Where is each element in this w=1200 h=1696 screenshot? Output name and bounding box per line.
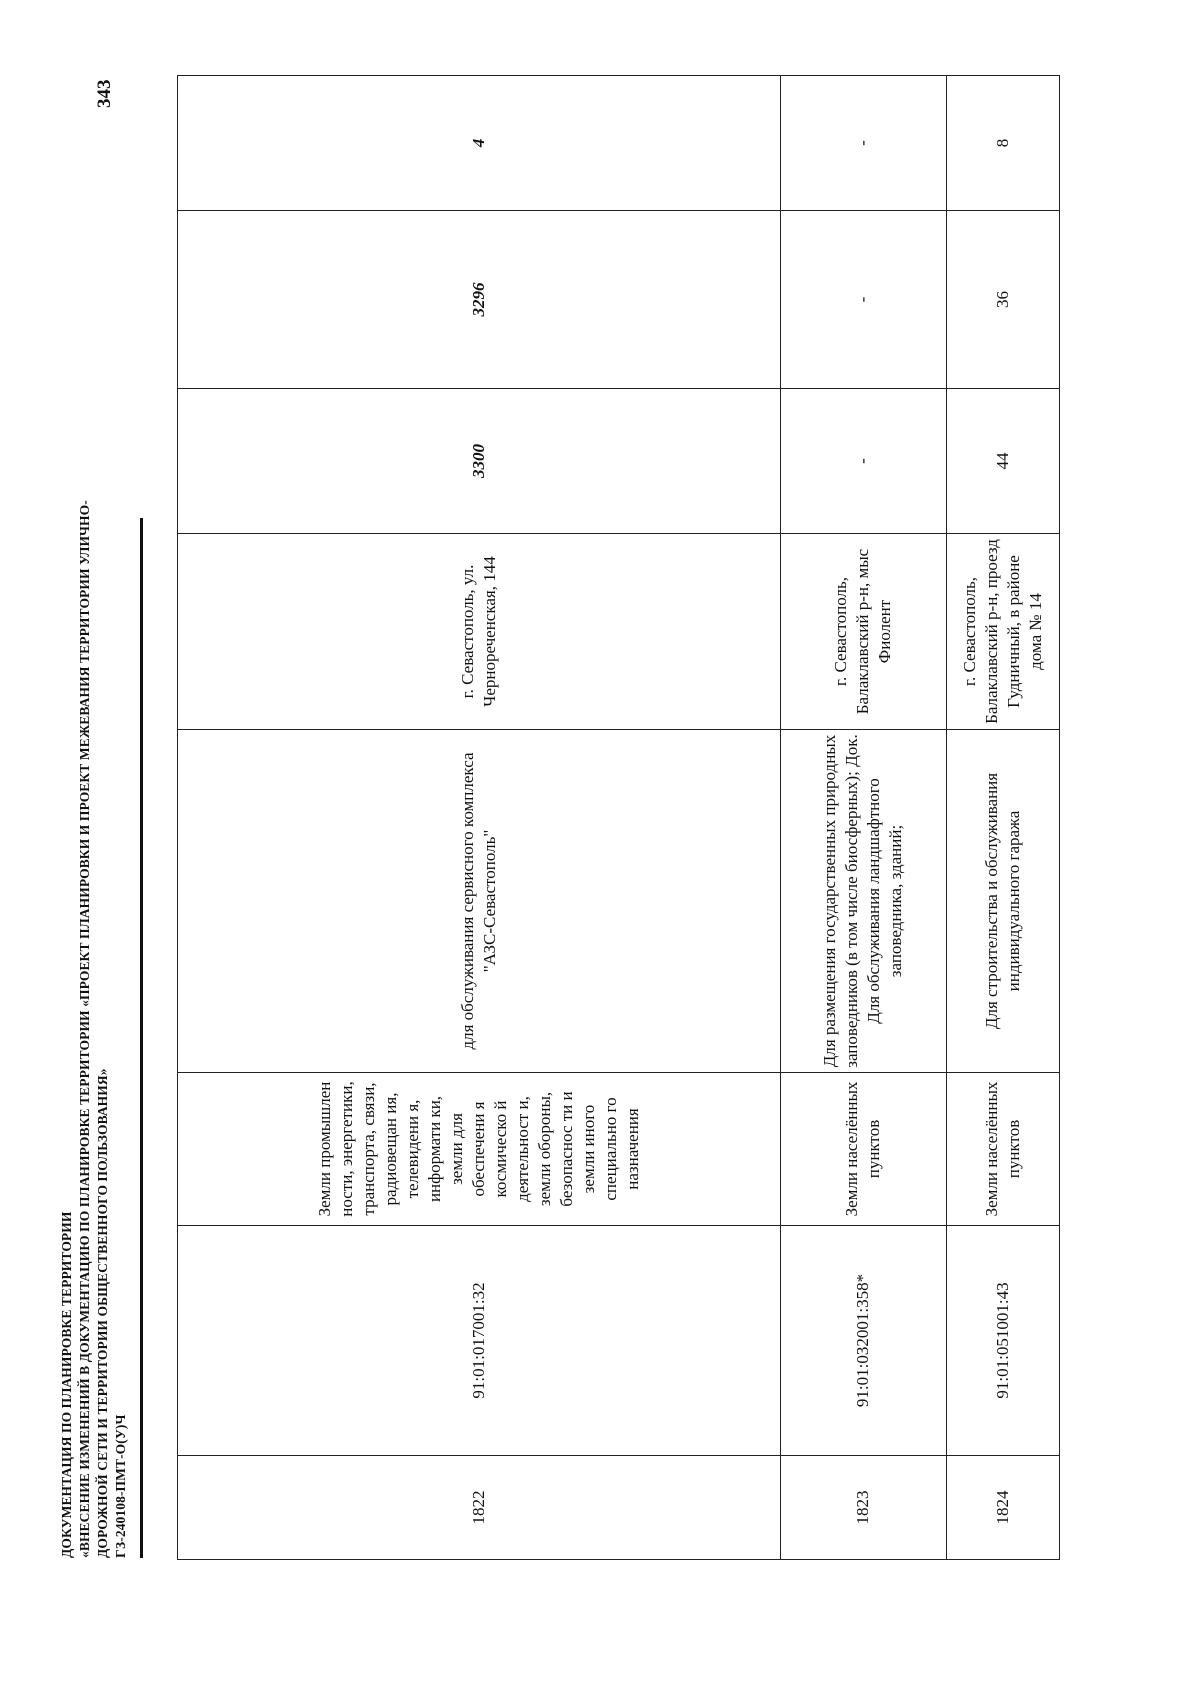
row-number: 1822 <box>178 1456 781 1560</box>
document-header <box>58 38 130 1558</box>
page-number: 343 <box>94 79 115 108</box>
row-number: 1823 <box>780 1456 947 1560</box>
land-category: Земли промышлен ности, энергетики, транспорта, связи, радиовещан ия, телевидени я, информати ки, земли для обеспечени я космическо й деятельност и, земли обороны, безопаснос ти и земли иного специально го назначения <box>178 1073 781 1226</box>
address: г. Севастополь, Балаклавский р-н, мыс Фиолент <box>780 534 947 730</box>
area-total: - <box>780 389 947 534</box>
permitted-use: Для строительства и обслуживания индивидуального гаража <box>947 730 1060 1073</box>
header-divider <box>140 518 143 1558</box>
header-line-4: ГЗ-240108-ПМТ-О(У)Ч <box>113 1414 128 1558</box>
address: г. Севастополь, ул. Чернореченская, 144 <box>178 534 781 730</box>
land-category: Земли населённых пунктов <box>947 1073 1060 1226</box>
table-row <box>178 76 781 1560</box>
table-row <box>947 76 1060 1560</box>
area-3: - <box>780 76 947 211</box>
cadastral-number: 91:01:032001:358* <box>780 1226 947 1456</box>
land-plots-table <box>177 75 1060 1560</box>
area-2: 36 <box>947 211 1060 389</box>
address: г. Севастополь, Балаклавский р-н, проезд Гудничный, в районе дома № 14 <box>947 534 1060 730</box>
area-total: 44 <box>947 389 1060 534</box>
cadastral-number: 91:01:017001:32 <box>178 1226 781 1456</box>
area-2: - <box>780 211 947 389</box>
header-line-2: «ВНЕСЕНИЕ ИЗМЕНЕНИЙ В ДОКУМЕНТАЦИЮ ПО ПЛАНИРОВКЕ ТЕРРИТОРИИ «ПРОЕКТ ПЛАНИРОВКИ И ПРОЕКТ МЕЖЕВАНИЯ ТЕРРИТОРИИ УЛИЧНО- <box>77 500 92 1558</box>
area-3: 4 <box>178 76 781 211</box>
header-line-1: ДОКУМЕНТАЦИЯ ПО ПЛАНИРОВКЕ ТЕРРИТОРИИ <box>59 1211 74 1558</box>
permitted-use: для обслуживания сервисного комплекса "АЗС-Севастополь" <box>178 730 781 1073</box>
permitted-use: Для размещения государственных природных заповедников (в том числе биосферных); Док. Для обслуживания ландшафтного заповедника, зданий; <box>780 730 947 1073</box>
area-2: 3296 <box>178 211 781 389</box>
area-total: 3300 <box>178 389 781 534</box>
land-category: Земли населённых пунктов <box>780 1073 947 1226</box>
cadastral-number: 91:01:051001:43 <box>947 1226 1060 1456</box>
table-row <box>780 76 947 1560</box>
row-number: 1824 <box>947 1456 1060 1560</box>
header-line-3: ДОРОЖНОЙ СЕТИ И ТЕРРИТОРИИ ОБЩЕСТВЕННОГО ПОЛЬЗОВАНИЯ» <box>95 1068 110 1558</box>
area-3: 8 <box>947 76 1060 211</box>
